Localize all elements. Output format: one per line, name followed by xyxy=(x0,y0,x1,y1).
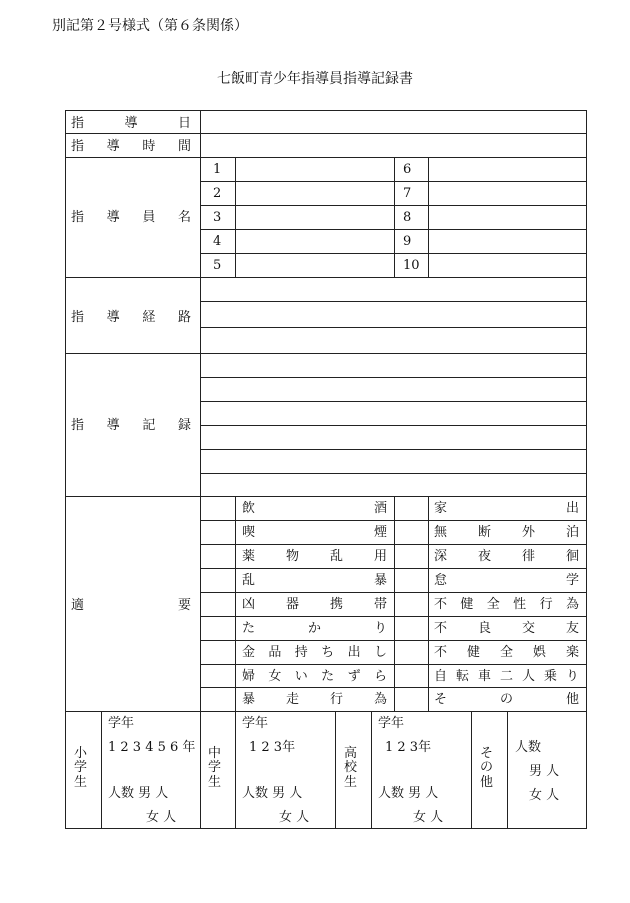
rule-line xyxy=(66,157,586,158)
category-row-line xyxy=(200,640,586,641)
leader-number: 10 xyxy=(403,258,420,273)
rule-line xyxy=(66,496,586,497)
category-left-label: 薬 物 乱 用 xyxy=(242,549,387,564)
other-count-label: 人数 xyxy=(515,740,542,755)
rule-line xyxy=(66,711,586,712)
other-male-count: 男 人 xyxy=(529,764,560,779)
record-line xyxy=(200,449,586,450)
junior-grades: 1 2 3年 xyxy=(249,740,296,755)
route-line xyxy=(200,327,586,328)
category-right-label: 深 夜 徘 徊 xyxy=(434,549,579,564)
student-column-divider xyxy=(471,711,472,828)
high-female-count: 女 人 xyxy=(413,810,444,825)
student-column-divider xyxy=(235,711,236,828)
grade-label: 学年 xyxy=(378,716,405,731)
label-leader-names: 指 導 員 名 xyxy=(71,210,191,225)
checkbox-divider xyxy=(428,496,429,711)
leader-number-divider xyxy=(235,157,236,277)
leader-center-divider xyxy=(394,157,395,277)
category-row-line xyxy=(200,520,586,521)
student-high-label: 高 校 生 xyxy=(344,745,358,791)
leader-number: 4 xyxy=(213,234,222,249)
category-left-label: 金 品 持 ち 出 し xyxy=(242,645,387,660)
leader-row-line xyxy=(200,253,586,254)
record-line xyxy=(200,425,586,426)
record-form xyxy=(65,110,587,829)
student-column-divider xyxy=(507,711,508,828)
category-right-label: 不 健 全 娯 楽 xyxy=(434,645,579,660)
student-elementary-label: 小 学 生 xyxy=(74,745,88,791)
leader-number: 2 xyxy=(213,186,222,201)
record-line xyxy=(200,473,586,474)
label-record: 指 導 記 録 xyxy=(71,418,191,433)
category-row-line xyxy=(200,544,586,545)
leader-row-line xyxy=(200,205,586,206)
record-line xyxy=(200,377,586,378)
category-row-line xyxy=(200,687,586,688)
category-left-label: 婦 女 い た ず ら xyxy=(242,669,387,684)
student-junior-label: 中 学 生 xyxy=(208,745,222,791)
label-route: 指 導 経 路 xyxy=(71,310,191,325)
leader-row-line xyxy=(200,181,586,182)
elementary-male-count: 人数 男 人 xyxy=(108,786,169,801)
category-left-label: 乱 暴 xyxy=(242,573,387,588)
category-left-label: た か り xyxy=(242,621,387,636)
rule-line xyxy=(66,353,586,354)
category-right-label: そ の 他 xyxy=(434,692,579,707)
leader-number-divider xyxy=(428,157,429,277)
elementary-grades: 1 2 3 4 5 6 年 xyxy=(108,740,196,755)
rule-line xyxy=(66,133,586,134)
leader-number: 6 xyxy=(403,162,412,177)
category-right-label: 怠 学 xyxy=(434,573,579,588)
other-female-count: 女 人 xyxy=(529,788,560,803)
student-column-divider xyxy=(371,711,372,828)
category-left-label: 喫 煙 xyxy=(242,525,387,540)
rule-line xyxy=(66,277,586,278)
student-column-divider xyxy=(335,711,336,828)
category-left-label: 凶 器 携 帯 xyxy=(242,597,387,612)
leader-number: 8 xyxy=(403,210,412,225)
grade-label: 学年 xyxy=(242,716,269,731)
category-row-line xyxy=(200,664,586,665)
student-column-divider xyxy=(200,711,201,828)
route-line xyxy=(200,301,586,302)
category-right-label: 無 断 外 泊 xyxy=(434,525,579,540)
label-date: 指 導 日 xyxy=(71,116,191,131)
category-left-label: 飲 酒 xyxy=(242,501,387,516)
student-other-label: そ の 他 xyxy=(480,745,494,791)
elementary-female-count: 女 人 xyxy=(146,810,177,825)
grade-label: 学年 xyxy=(108,716,135,731)
category-row-line xyxy=(200,568,586,569)
record-line xyxy=(200,401,586,402)
category-left-label: 暴 走 行 為 xyxy=(242,692,387,707)
leader-number: 5 xyxy=(213,258,222,273)
junior-female-count: 女 人 xyxy=(279,810,310,825)
high-male-count: 人数 男 人 xyxy=(378,786,439,801)
form-reference: 別記第２号様式（第６条関係） xyxy=(52,18,248,34)
category-right-label: 自 転 車 二 人 乗 り xyxy=(434,669,579,684)
category-right-label: 家 出 xyxy=(434,501,579,516)
leader-number: 3 xyxy=(213,210,222,225)
student-column-divider xyxy=(101,711,102,828)
category-center-divider xyxy=(394,496,395,711)
label-column-divider xyxy=(200,111,201,711)
category-right-label: 不 良 交 友 xyxy=(434,621,579,636)
document-title: 七飯町青少年指導員指導記録書 xyxy=(217,71,413,87)
leader-number: 9 xyxy=(403,234,412,249)
leader-number: 1 xyxy=(213,162,222,177)
label-time: 指 導 時 間 xyxy=(71,139,191,154)
category-row-line xyxy=(200,616,586,617)
high-grades: 1 2 3年 xyxy=(385,740,432,755)
leader-row-line xyxy=(200,229,586,230)
checkbox-divider xyxy=(235,496,236,711)
category-row-line xyxy=(200,592,586,593)
label-summary: 適 要 xyxy=(71,598,191,613)
leader-number: 7 xyxy=(403,186,412,201)
category-right-label: 不 健 全 性 行 為 xyxy=(434,597,579,612)
junior-male-count: 人数 男 人 xyxy=(242,786,303,801)
